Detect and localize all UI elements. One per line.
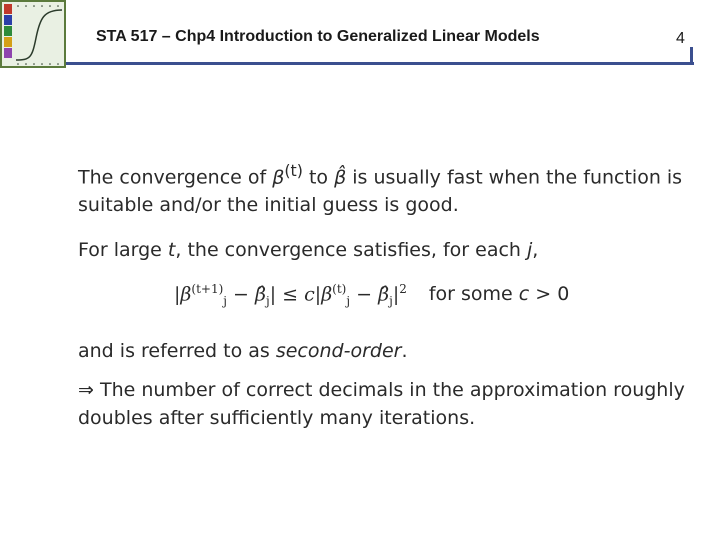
beta-symbol-1: β: [180, 283, 192, 306]
abs-close-right: |: [392, 283, 400, 306]
course-logo: [0, 0, 66, 68]
subscript-j-4: j: [389, 294, 393, 309]
convergence-formula: [174, 282, 634, 330]
subscript-j-3: j: [346, 294, 351, 309]
paragraph-conclusion: ⇒ The number of correct decimals in the approximation roughly doubles after sufficiently many iterations.: [78, 379, 685, 429]
header-divider-tick: [690, 47, 693, 65]
p3-prefix: and is referred to as: [78, 340, 276, 362]
paragraph-large-t: [78, 236, 698, 264]
p1-prefix: The convergence of: [78, 166, 273, 189]
page-title: STA 517 – Chp4 Introduction to Generalized Linear Models: [96, 28, 540, 45]
sigmoid-curve-icon: [2, 2, 68, 70]
minus-1: −: [227, 283, 255, 306]
beta-symbol-2: β: [321, 283, 333, 306]
p2-prefix: For large: [78, 239, 168, 261]
second-order-term: second-order: [275, 340, 402, 362]
power-2: 2: [399, 282, 407, 296]
c-symbol: c: [304, 283, 315, 306]
condition-rest: > 0: [529, 283, 570, 306]
paragraph-second-order: [78, 337, 698, 365]
t-symbol: t: [167, 239, 176, 261]
p2-mid: , the convergence satisfies, for each: [175, 239, 527, 261]
p1-suffix: is usually fast when the function is suitable and/or the initial guess is good.: [78, 166, 683, 217]
beta-hat-1: β̂: [255, 283, 266, 306]
condition-text: [429, 283, 569, 305]
condition-prefix: for some: [428, 283, 519, 306]
leq-symbol: ≤: [276, 283, 305, 306]
abs-close-left: |: [269, 283, 277, 306]
header-divider: [66, 62, 694, 65]
condition-c-symbol: c: [518, 283, 530, 306]
superscript-t: (t): [332, 282, 347, 296]
subscript-j-2: j: [265, 294, 270, 309]
beta-hat-2: β̂: [378, 283, 390, 306]
page-number: 4: [676, 30, 685, 47]
superscript-t-plus-1: (t+1): [191, 282, 224, 296]
beta-t-symbol: β: [272, 166, 285, 189]
minus-2: −: [350, 283, 379, 306]
p3-suffix: .: [401, 340, 408, 362]
j-symbol: j: [527, 239, 533, 261]
paragraph-convergence: [78, 157, 698, 219]
beta-hat-symbol: β̂: [334, 166, 347, 189]
beta-t-superscript: (t): [284, 161, 303, 180]
abs-open-right: |: [314, 283, 322, 306]
subscript-j-1: j: [223, 294, 227, 309]
abs-open-left: |: [174, 283, 181, 306]
p2-suffix: ,: [532, 239, 539, 261]
p1-to: to: [302, 166, 335, 189]
